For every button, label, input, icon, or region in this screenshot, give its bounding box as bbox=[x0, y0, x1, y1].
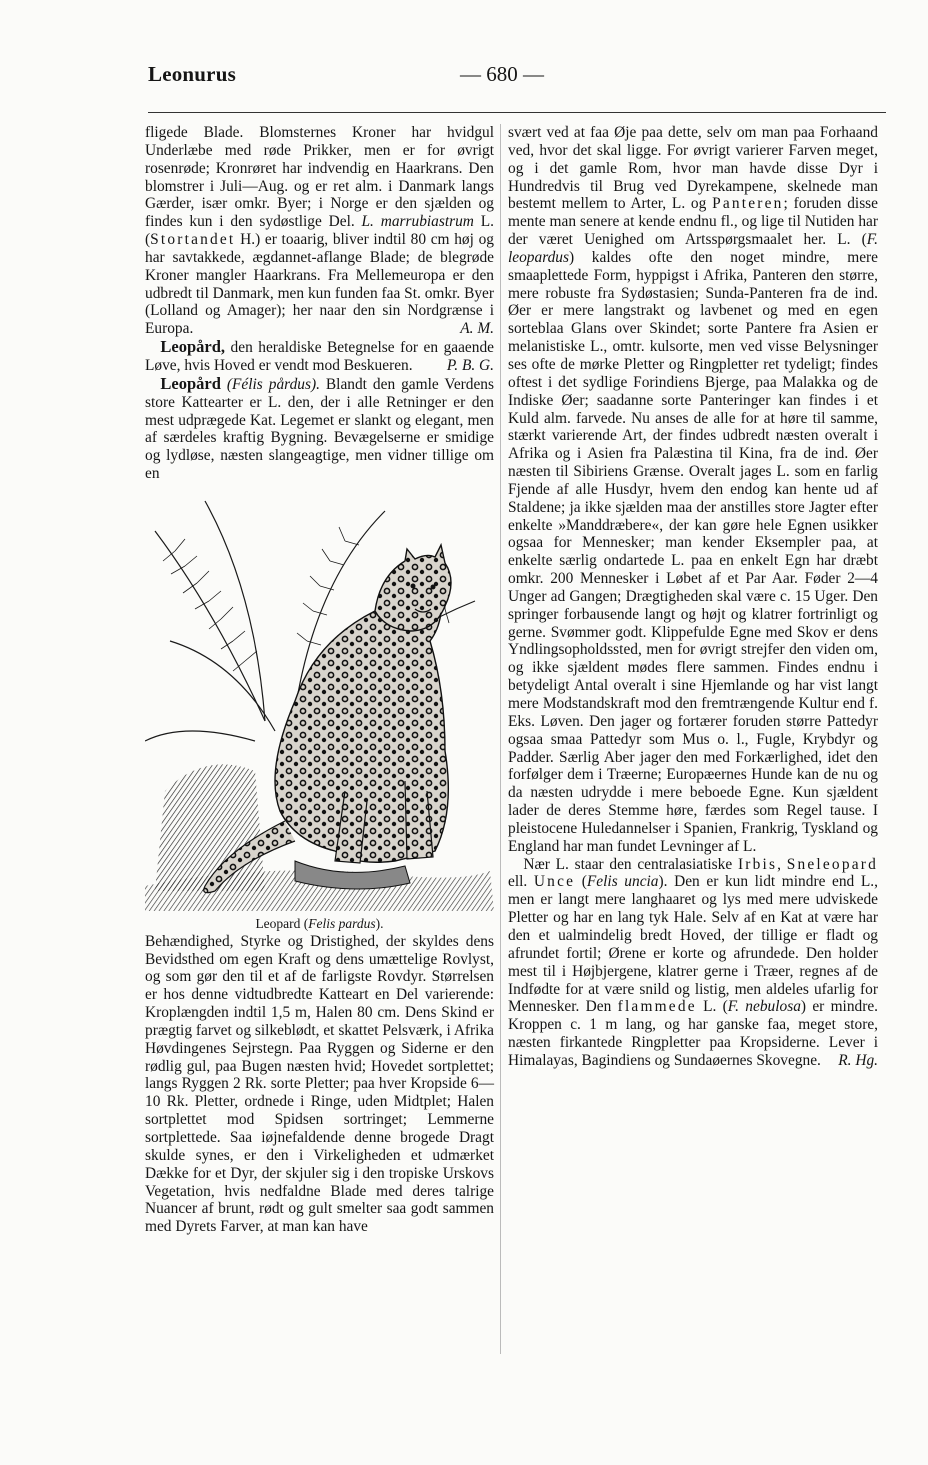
species-name: L. marrubiastrum bbox=[361, 213, 474, 231]
author-signature: R. Hg. bbox=[838, 1051, 878, 1069]
column-divider bbox=[500, 124, 501, 1354]
paragraph-leonurus-continued: fligede Blade. Blomsternes Kroner har hvidgul Underlæbe med røde Prikker, men er for øvrigt rosenrøde; Kronrøret har indvendig en Haarkrans. Den blomstrer i Juli—Aug. og er ret alm. i Danmark langs Gærder, især omkr. Byer; i Norge er den sjælden og findes kun i den sydøstlige Del. L. marrubiastrum L. (Stortandet H.) er toaarig, bliver indtil 80 cm høj og har savtakkede, ægdannet-aflange Blade; de blegrøde Kroner mangler Haarkrans. Fra Mellemeuropa er den udbredt til Danmark, men kun funden faa St. omkr. Byer (Lolland og Amager); her naar den sin Nordgrænse i Europa. A. M. bbox=[145, 124, 494, 338]
right-column bbox=[508, 124, 878, 1070]
left-column bbox=[145, 124, 494, 1236]
entry-headword: Leopård bbox=[160, 373, 221, 393]
running-head-word: Leonurus bbox=[148, 62, 236, 86]
latin-name: F. nebulosa bbox=[727, 998, 801, 1016]
leopard-illustration bbox=[145, 491, 494, 911]
entry-leopard-animal: Leopård (Félis pårdus). Blandt den gamle Verdens store Kattearter er L. den, der i alle Retninger er den mest udprægede Kat. Legemet er slankt og elegant, men af særdeles kraftig Bygning. Bevægelserne er smidige og lydløse, næsten slangeagtige, men vidner tillige om en bbox=[145, 373, 494, 483]
latin-name: F. leopardus bbox=[508, 231, 878, 266]
author-signature: P. B. G. bbox=[446, 356, 494, 374]
leopard-engraving-icon bbox=[145, 491, 494, 911]
page-header bbox=[148, 62, 886, 98]
spaced-term: Unce bbox=[533, 873, 576, 891]
paragraph-snow-leopard: Nær L. staar den centralasiatiske Irbis, Sneleopard ell. Unce (Felis uncia). Den er kun lidt mindre end L., men er langt mere langhaaret og lys med mere udviskede Pletter og har en lang tyk Hale. Selv af en Kat at være har den et ualmindelig bredt Hoved, der tillige er fladt og afrundet fortil; Ørene er korte og afrundede. Den holder mest til i Højbjergene, klatrer gerne i Træer, regnes af de Indfødte for at være snild og listig, men aldeles ufarlig for Mennesker. Den flammede L. (F. nebulosa) er mindre. Kroppen c. 1 m lang, og har ganske faa, meget store, næsten firkantede Ringpletter paa Kropsiderne. Lever i Himalayas, Bagindiens og Sundaøernes Skovegne. R. Hg. bbox=[508, 855, 879, 1069]
spaced-common-name: Stortandet bbox=[150, 231, 236, 249]
spaced-term: Sneleopard bbox=[786, 855, 878, 873]
author-signature: A. M. bbox=[460, 320, 494, 338]
entry-leopard-heraldic: Leopård, den heraldiske Betegnelse for en gaaende Løve, hvis Hoved er vendt mod Beskueren. P. B. G. bbox=[145, 337, 494, 374]
paragraph-leopard-variation: svært ved at faa Øje paa dette, selv om man paa Forhaand ved, hvor det skal ligge. For øvrigt varierer Farven meget, og i det gamle Rom, hvor man havde disse Dyr i Hundredvis til Brug ved Dyrekampene, skelnede man bestemt mellem to Arter, L. og Panteren; foruden disse mente man senere at kende endnu fl., og lige til Nutiden har der været Uenighed om Artsspørgsmaalet her. L. (F. leopardus) kaldes ofte den noget mindre, mere smaaplettede Form, hyppigst i Afrika, Panteren den større, mere robuste fra Sydøstasien; Sunda-Panteren fra de ind. Øer er mere langstrakt og lavbenet og med en egen sorteblaa Glans over Skindet; sorte Pantere fra Asien er melanistiske L., omtr. kulsorte, men ved visse Belysninger ses ofte de mørke Pletter og Ringpletter ret tydeligt; findes oftest i det sydlige Forindiens Bjerge, paa Malakka og de Indiske Øer; saadanne sorte Panteringer kan findes i et Kuld alm. farvede. Nu anses de alle for at høre til samme, stærkt varierende Art, der findes udbredt næsten overalt i Afrika og i Asien fra Palæstina til Kina, fra de ind. Øer næsten til Sibiriens Grænse. Overalt jages L. som en farlig Fjende af alle Husdyr, hvem den endog kan hente ud af Staldene; ja ikke sjælden maa der anstilles store Jagter efter enkelte »Manddræbere«, der kan gøre hele Egnen usikker ogsaa for Mennesker; man kender Eksempler paa, at enkelte særlig ondartede L. paa en enkelt Egn har dræbt omkr. 200 Mennesker i Løbet af et Par Aar. Føder 2—4 Unger ad Gangen; Drægtigheden skal være c. 15 Uger. Den springer forbausende langt og højt og klatrer fortrinligt og gerne. Svømmer godt. Klippefulde Egne med Skov er dens Yndlingsopholdssted, men for øvrigt strejfer den viden om, og ikke sjældent mødes flere sammen. Findes endnu i betydeligt Antal overalt i sine Hjemlande og har vist langt mere Modstandskraft mod den fremtrængende Kultur end f. Eks. Løven. Den jager og fortærer foruden større Pattedyr ogsaa smaa Pattedyr som Mus o. l., Fugle, Krybdyr og Padder. Særlig Aber jager den med Forkærlighed, idet den forfølger dem i Træerne; Europæernes Hunde kan de nu og da næsten udrydde i mere beboede Egne. Kun sjældent lader de deres Stemme høre, færdes som Regel tause. I pleistocene Huledannelser i Spanien, Frankrig, Tyskland og England har man fundet Levninger af L. bbox=[508, 124, 878, 855]
figure-caption: Leopard (Felis pardus). bbox=[255, 915, 384, 931]
latin-name: Felis uncia bbox=[586, 873, 659, 891]
header-rule bbox=[148, 112, 886, 113]
spaced-term: Panteren bbox=[712, 195, 784, 213]
latin-name: (Félis pårdus). bbox=[226, 375, 320, 393]
spaced-term: flammede bbox=[617, 998, 697, 1016]
paragraph-leopard-description: Behændighed, Styrke og Dristighed, der skyldes dens Bevidsthed om egen Kraft og dens umættelige Rovlyst, og som gør den til et af de farligste Rovdyr. Størrelsen er hos denne vidtudbredte Katteart en Del varierende: Kroplængden indtil 1,5 m, Halen 80 cm. Dens Skind er prægtig farvet og silkeblødt, et skattet Pelsværk, i Afrika Høvdingenes Sejrstegn. Paa Ryggen og Siderne er den rødlig gul, paa Bugen næsten hvid; Hovedet sortplettet; langs Ryggen 2 Rk. sorte Pletter; paa hver Kropside 6—10 Rk. Pletter, ordnede i Ringe, uden Midtplet; Halen sortplettet mod Spidsen sortringet; Lemmerne sortplettede. Saa iøjnefaldende denne brogede Dragt skulde synes, er den i Virkeligheden et udmærket Dække for et Dyr, der skjuler sig i den tropiske Urskovs Vegetation, hvis nedfaldne Blade med deres talrige Nuancer af brunt, rødt og gult smelter saa godt sammen med Dyrets Farver, at man kan have bbox=[145, 932, 494, 1236]
page-number: — 680 — bbox=[460, 62, 544, 86]
entry-headword: Leopård, bbox=[160, 337, 226, 357]
spaced-term: Irbis bbox=[737, 855, 778, 873]
